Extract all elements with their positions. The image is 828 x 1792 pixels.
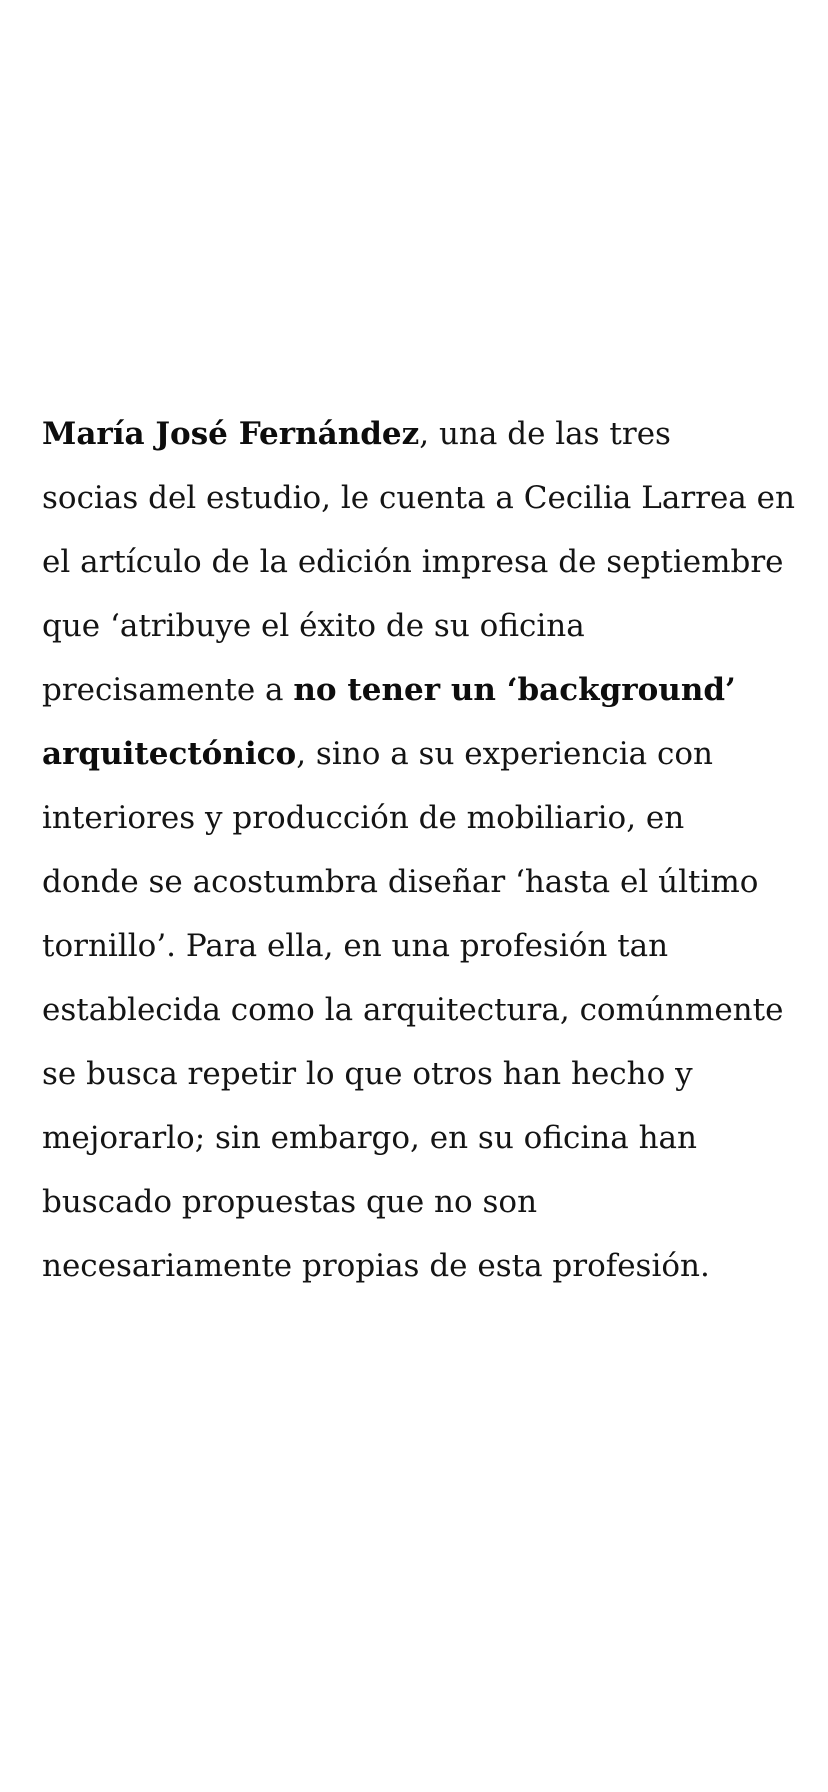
text-run: mejorarlo; sin embargo, en su oficina han — [42, 1120, 697, 1156]
paragraph-line — [42, 658, 802, 722]
text-run: tornillo’. Para ella, en una profesión tan — [42, 928, 669, 964]
text-run: que ‘atribuye el éxito de su oficina — [42, 608, 585, 644]
paragraph-line — [42, 1042, 802, 1106]
text-run: buscado propuestas que no son — [42, 1184, 538, 1220]
paragraph-line — [42, 530, 802, 594]
paragraph-line — [42, 594, 802, 658]
paragraph-line — [42, 722, 802, 786]
text-run: donde se acostumbra diseñar ‘hasta el último — [42, 864, 759, 900]
text-run: establecida como la arquitectura, comúnmente — [42, 992, 784, 1028]
paragraph-line — [42, 1234, 802, 1298]
paragraph-line — [42, 914, 802, 978]
text-run: precisamente a — [42, 672, 294, 708]
text-run: interiores y producción de mobiliario, en — [42, 800, 685, 836]
paragraph-line — [42, 850, 802, 914]
paragraph-line — [42, 466, 802, 530]
emphasis-text: no tener un ‘background’ — [293, 672, 736, 708]
emphasis-text: arquitectónico — [42, 736, 297, 772]
paragraph-line — [42, 978, 802, 1042]
paragraph-line — [42, 402, 802, 466]
text-run: se busca repetir lo que otros han hecho y — [42, 1056, 693, 1092]
text-run: necesariamente propias de esta profesión. — [42, 1248, 710, 1284]
author-name: María José Fernández — [42, 416, 420, 452]
paragraph-line — [42, 1106, 802, 1170]
paragraph-line — [42, 786, 802, 850]
paragraph-line — [42, 1170, 802, 1234]
text-run: , una de las tres — [419, 416, 671, 452]
article-paragraph — [42, 402, 802, 1298]
text-run: socias del estudio, le cuenta a Cecilia Larrea en — [42, 480, 795, 516]
text-run: el artículo de la edición impresa de septiembre — [42, 544, 784, 580]
text-run: , sino a su experiencia con — [296, 736, 713, 772]
